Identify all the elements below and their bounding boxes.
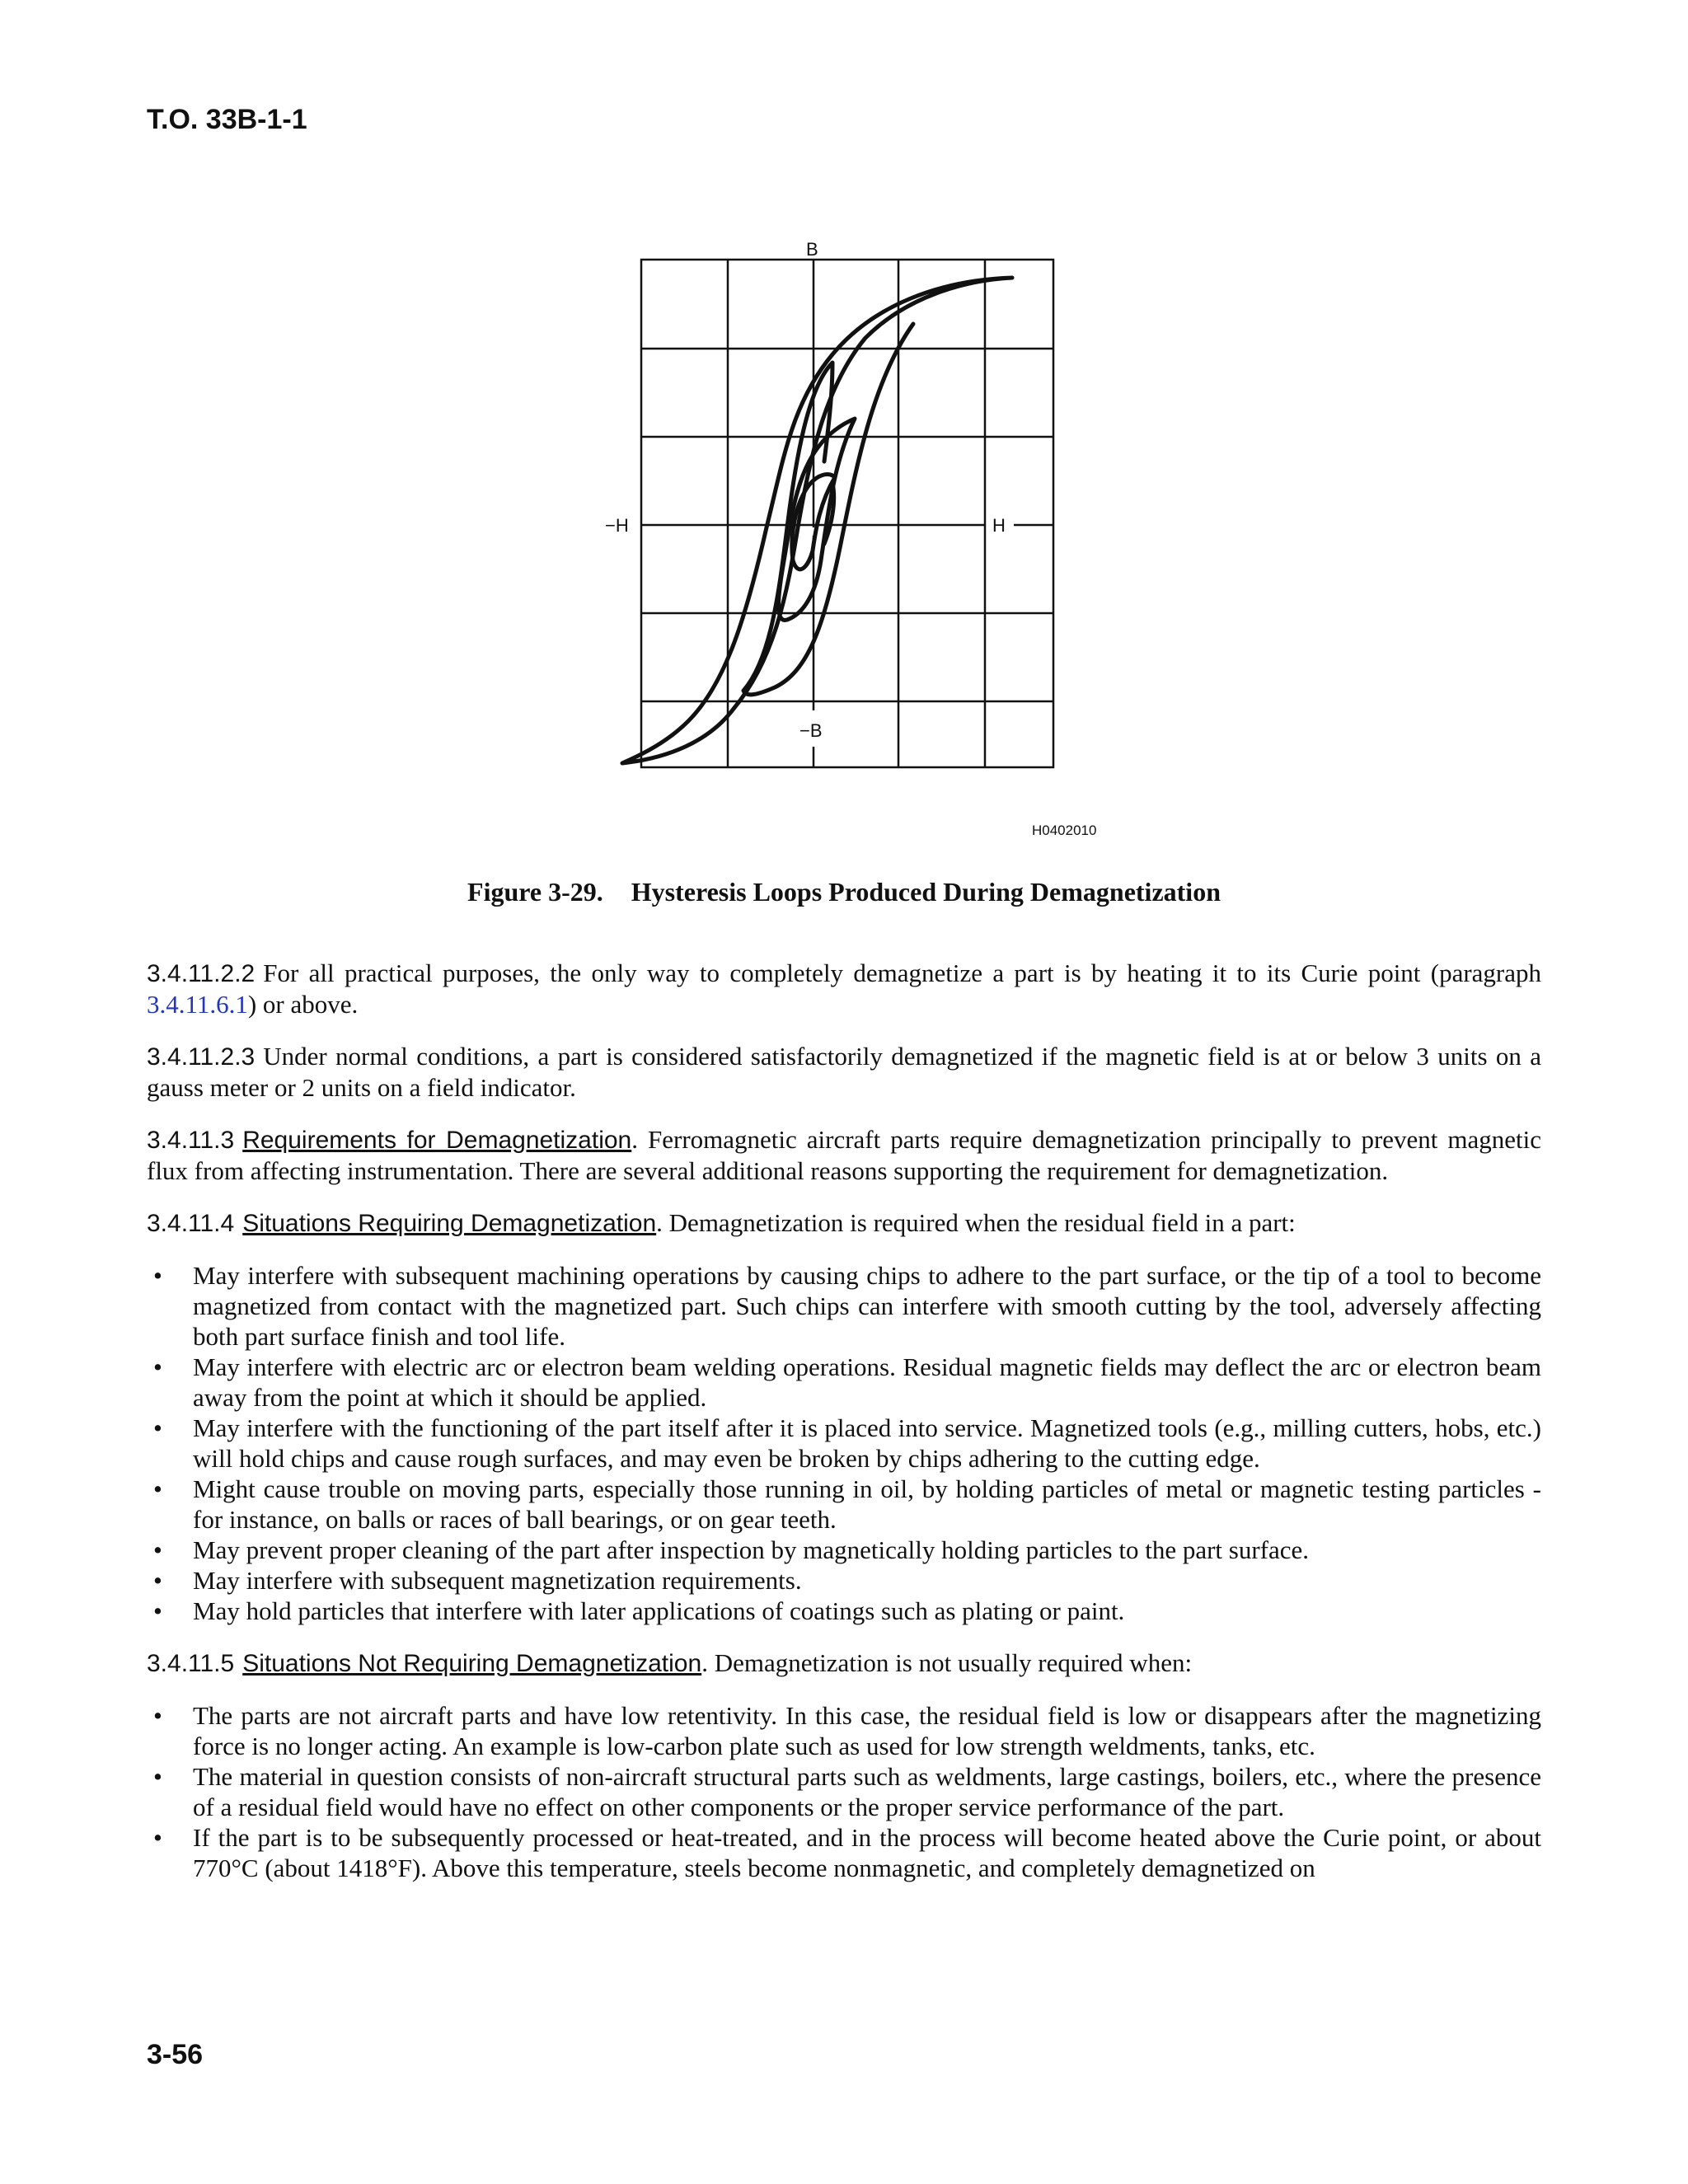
list-item xyxy=(147,1761,1541,1822)
list-requiring-demagnetization xyxy=(147,1260,1541,1626)
bullet-icon: • xyxy=(153,1535,162,1564)
paragraph-3-4-11-3 xyxy=(147,1124,1541,1186)
bullet-icon: • xyxy=(153,1352,162,1381)
paragraph-3-4-11-2-3 xyxy=(147,1041,1541,1103)
list-item-text: May interfere with the functioning of the part itself after it is placed into service. Magnetized tools (e.g., milling cutters, hobs, etc.) will hold chips and cause rough surfaces, and may even be broken by chips adhering to the cutting edge. xyxy=(193,1413,1541,1473)
paragraph-3-4-11-5 xyxy=(147,1647,1541,1679)
list-item-text: May interfere with subsequent machining operations by causing chips to adhere to the part surface, or the tip of a tool to become magnetized from contact with the magnetized part. Such chips can interfere with smooth cutting by the tool, adversely affecting both part surface finish and tool life. xyxy=(193,1261,1541,1351)
bullet-icon: • xyxy=(153,1261,162,1290)
hysteresis-loops xyxy=(622,278,1012,763)
title-period: . xyxy=(631,1125,648,1154)
paragraph-text: ) or above. xyxy=(247,990,359,1019)
body-content xyxy=(147,958,1541,1905)
paragraph-text: Ferromagnetic aircraft parts require demagnetization principally to prevent magnetic flux from affecting instrumentation. There are several additional reasons supporting the requirement for demagnetization. xyxy=(147,1125,1541,1185)
list-item xyxy=(147,1352,1541,1413)
list-item-text: May prevent proper cleaning of the part after inspection by magnetically holding particles to the part surface. xyxy=(193,1535,1310,1564)
label-minus-b: −B xyxy=(799,720,823,741)
list-item xyxy=(147,1700,1541,1761)
paragraph-link-3-4-11-6-1[interactable]: 3.4.11.6.1 xyxy=(147,990,248,1019)
list-item-text: Might cause trouble on moving parts, especially those running in oil, by holding particles of metal or magnetic testing particles - for instance, on balls or races of ball bearings, or on gear teeth. xyxy=(193,1474,1541,1534)
list-item xyxy=(147,1413,1541,1474)
figure-code: H0402010 xyxy=(1032,823,1097,838)
figure-number: Figure 3-29. xyxy=(467,877,603,907)
paragraph-title: Situations Requiring Demagnetization xyxy=(242,1210,657,1237)
paragraph-text: Demagnetization is not usually required when: xyxy=(714,1648,1193,1677)
paragraph-3-4-11-4 xyxy=(147,1207,1541,1239)
paragraph-3-4-11-2-2 xyxy=(147,958,1541,1019)
hysteresis-diagram xyxy=(0,0,1688,915)
list-item xyxy=(147,1822,1541,1883)
bullet-icon: • xyxy=(153,1596,162,1625)
paragraph-number: 3.4.11.5 xyxy=(147,1650,235,1677)
list-item-text: May interfere with subsequent magnetization requirements. xyxy=(193,1566,802,1595)
list-item xyxy=(147,1535,1541,1565)
paragraph-number: 3.4.11.2.2 xyxy=(147,960,256,987)
list-item-text: The parts are not aircraft parts and have low retentivity. In this case, the residual field is low or disappears after the magnetizing force is no longer acting. An example is low-carbon plate such as used for low strength weldments, tanks, etc. xyxy=(193,1701,1541,1760)
label-minus-h: −H xyxy=(605,515,629,536)
bullet-icon: • xyxy=(153,1823,162,1852)
document-id: T.O. 33B-1-1 xyxy=(147,104,307,135)
bullet-icon: • xyxy=(153,1701,162,1730)
paragraph-number: 3.4.11.2.3 xyxy=(147,1043,256,1071)
page-number: 3-56 xyxy=(147,2039,204,2070)
bullet-icon: • xyxy=(153,1762,162,1791)
list-item-text: May interfere with electric arc or electron beam welding operations. Residual magnetic fields may deflect the arc or electron beam away from the point at which it should be applied. xyxy=(193,1352,1541,1412)
list-not-requiring-demagnetization xyxy=(147,1700,1541,1883)
paragraph-number: 3.4.11.4 xyxy=(147,1210,235,1237)
list-item-text: May hold particles that interfere with later applications of coatings such as plating or paint. xyxy=(193,1596,1125,1625)
figure-title: Hysteresis Loops Produced During Demagnetization xyxy=(631,877,1221,907)
paragraph-text: For all practical purposes, the only way to completely demagnetize a part is by heating it to its Curie point (paragraph xyxy=(263,958,1541,987)
list-item xyxy=(147,1565,1541,1596)
bullet-icon: • xyxy=(153,1413,162,1442)
list-item xyxy=(147,1474,1541,1535)
paragraph-title: Situations Not Requiring Demagnetization xyxy=(242,1650,702,1677)
title-period: . xyxy=(701,1648,715,1677)
bullet-icon: • xyxy=(153,1474,162,1503)
list-item xyxy=(147,1260,1541,1352)
list-item xyxy=(147,1596,1541,1626)
list-item-text: If the part is to be subsequently processed or heat-treated, and in the process will become heated above the Curie point, or about 770°C (about 1418°F). Above this temperature, steels become nonmagnetic, and completely demagnetized on xyxy=(193,1823,1541,1882)
paragraph-title: Requirements for Demagnetization xyxy=(242,1127,632,1154)
bullet-icon: • xyxy=(153,1566,162,1595)
paragraph-text: Under normal conditions, a part is considered satisfactorily demagnetized if the magnetic field is at or below 3 units on a gauss meter or 2 units on a field indicator. xyxy=(147,1042,1541,1102)
figure-caption xyxy=(0,877,1688,907)
paragraph-text: Demagnetization is required when the residual field in a part: xyxy=(668,1208,1296,1237)
list-item-text: The material in question consists of non-aircraft structural parts such as weldments, large castings, boilers, etc., where the presence of a residual field would have no effect on other components or the proper service performance of the part. xyxy=(193,1762,1541,1821)
label-h: H xyxy=(992,515,1006,536)
label-b: B xyxy=(806,239,818,260)
paragraph-number: 3.4.11.3 xyxy=(147,1127,235,1154)
figure-hysteresis xyxy=(0,0,1688,915)
title-period: . xyxy=(656,1208,669,1237)
